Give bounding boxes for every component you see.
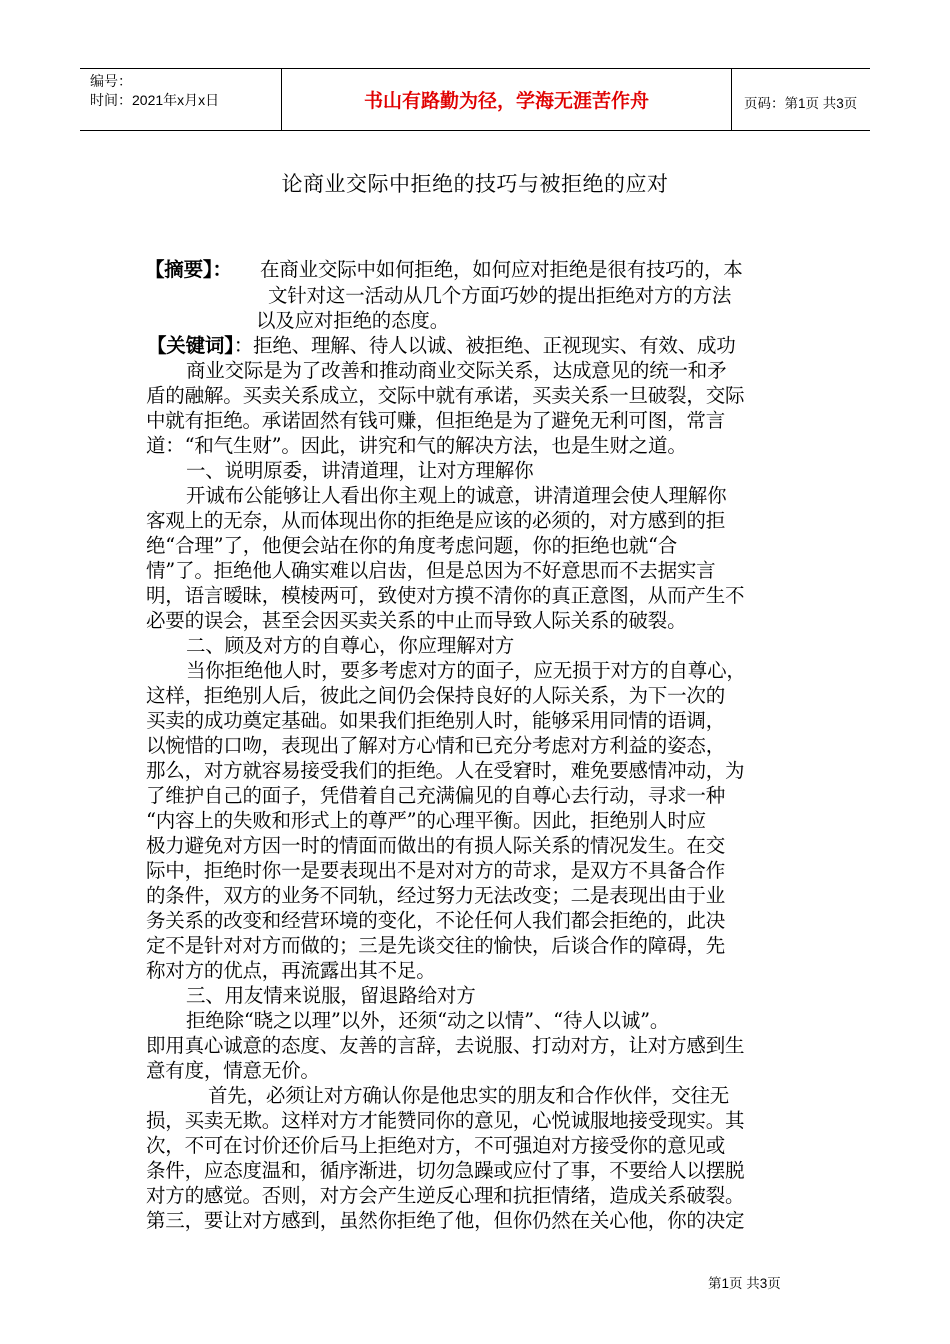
footer-page-number: 第1页 共3页: [708, 1276, 781, 1291]
document-number-label: 编号：: [90, 73, 132, 89]
keywords-line: [147, 334, 736, 358]
keywords-label: 【关键词】: [147, 334, 234, 357]
body-line: 绝“合理”了，他便会站在你的角度考虑问题，你的拒绝也就“合: [146, 534, 678, 557]
body-line: 务关系的改变和经营环境的变化，不论任何人我们都会拒绝的，此决: [146, 909, 726, 932]
body-line: 即用真心诚意的态度、友善的言辞，去说服、打动对方，让对方感到生: [146, 1034, 745, 1057]
abstract-line: 以及应对拒绝的态度。: [256, 309, 450, 332]
abstract-line: 文针对这一活动从几个方面巧妙的提出拒绝对方的方法: [268, 284, 732, 307]
body-line: 情”了。拒绝他人确实难以启齿，但是总因为不好意思而不去据实言: [146, 559, 716, 582]
body-line: 那么，对方就容易接受我们的拒绝。人在受窘时，难免要感情冲动，为: [146, 759, 745, 782]
header-left-cell: [80, 69, 282, 130]
body-line: 必要的误会，甚至会因买卖关系的中止而导致人际关系的破裂。: [146, 609, 687, 632]
body-line: 定不是针对对方而做的；三是先谈交往的愉快，后谈合作的障碍，先: [146, 934, 726, 957]
body-line: 商业交际是为了改善和推动商业交际关系，达成意见的统一和矛: [186, 359, 727, 382]
header-table: [80, 68, 870, 131]
body-line: 道：“和气生财”。因此，讲究和气的解决方法，也是生财之道。: [146, 434, 687, 457]
abstract-line: 在商业交际中如何拒绝，如何应对拒绝是很有技巧的，本: [260, 258, 743, 281]
header-motto: 书山有路勤为径，学海无涯苦作舟: [363, 90, 649, 112]
keywords-text: ：拒绝、理解、待人以诚、被拒绝、正视现实、有效、成功: [233, 334, 736, 357]
body-line: 第三，要让对方感到，虽然你拒绝了他，但你仍然在关心他，你的决定: [146, 1209, 745, 1232]
abstract-label: 【摘要】：: [145, 258, 232, 281]
document-title: 论商业交际中拒绝的技巧与被拒绝的应对: [281, 172, 669, 196]
body-line: 对方的感觉。否则，对方会产生逆反心理和抗拒情绪，造成关系破裂。: [146, 1184, 745, 1207]
body-line: 这样，拒绝别人后，彼此之间仍会保持良好的人际关系，为下一次的: [146, 684, 726, 707]
body-line: 首先，必须让对方确认你是他忠实的朋友和合作伙伴，交往无: [208, 1084, 730, 1107]
body-line: 了维护自己的面子，凭借着自己充满偏见的自尊心去行动，寻求一种: [146, 784, 726, 807]
body-line: 称对方的优点，再流露出其不足。: [146, 959, 436, 982]
body-line: 极力避免对方因一时的情面而做出的有损人际关系的情况发生。在交: [146, 834, 726, 857]
body-line: 次，不可在讨价还价后马上拒绝对方，不可强迫对方接受你的意见或: [146, 1134, 726, 1157]
header-page-info: 页码：第1页 共3页: [744, 96, 858, 111]
body-line: 的条件，双方的业务不同轨，经过努力无法改变；二是表现出由于业: [146, 884, 726, 907]
body-line: 际中，拒绝时你一是要表现出不是对对方的苛求，是双方不具备合作: [146, 859, 726, 882]
section-heading: 一、说明原委，讲清道理，让对方理解你: [186, 459, 534, 482]
body-line: 买卖的成功奠定基础。如果我们拒绝别人时，能够采用同情的语调，: [146, 709, 726, 732]
body-line: 盾的融解。买卖关系成立，交际中就有承诺，买卖关系一旦破裂，交际: [146, 384, 745, 407]
body-line: 开诚布公能够让人看出你主观上的诚意，讲清道理会使人理解你: [186, 484, 727, 507]
header-right-cell: [732, 69, 870, 130]
body-line: 意有度，情意无价。: [146, 1059, 320, 1082]
header-middle-cell: [282, 69, 732, 130]
body-line: 条件，应态度温和，循序渐进，切勿急躁或应付了事，不要给人以摆脱: [146, 1159, 745, 1182]
section-heading: 三、用友情来说服，留退路给对方: [186, 984, 476, 1007]
section-heading: 二、顾及对方的自尊心，你应理解对方: [186, 634, 515, 657]
body-line: 明，语言暧昧，模棱两可，致使对方摸不清你的真正意图，从而产生不: [146, 584, 745, 607]
body-line: 当你拒绝他人时，要多考虑对方的面子，应无损于对方的自尊心，: [186, 659, 746, 682]
document-time-label: 时间：2021年x月x日: [90, 92, 220, 108]
body-line: “内容上的失败和形式上的尊严”的心理平衡。因此，拒绝别人时应: [146, 809, 706, 832]
body-line: 损，买卖无欺。这样对方才能赞同你的意见，心悦诚服地接受现实。其: [146, 1109, 745, 1132]
body-line: 客观上的无奈，从而体现出你的拒绝是应该的必须的，对方感到的拒: [146, 509, 726, 532]
body-line: 拒绝除“晓之以理”以外，还须“动之以情”、“待人以诚”。: [186, 1009, 670, 1032]
body-line: 中就有拒绝。承诺固然有钱可赚，但拒绝是为了避免无利可图，常言: [146, 409, 726, 432]
body-line: 以惋惜的口吻，表现出了解对方心情和已充分考虑对方利益的姿态，: [146, 734, 726, 757]
